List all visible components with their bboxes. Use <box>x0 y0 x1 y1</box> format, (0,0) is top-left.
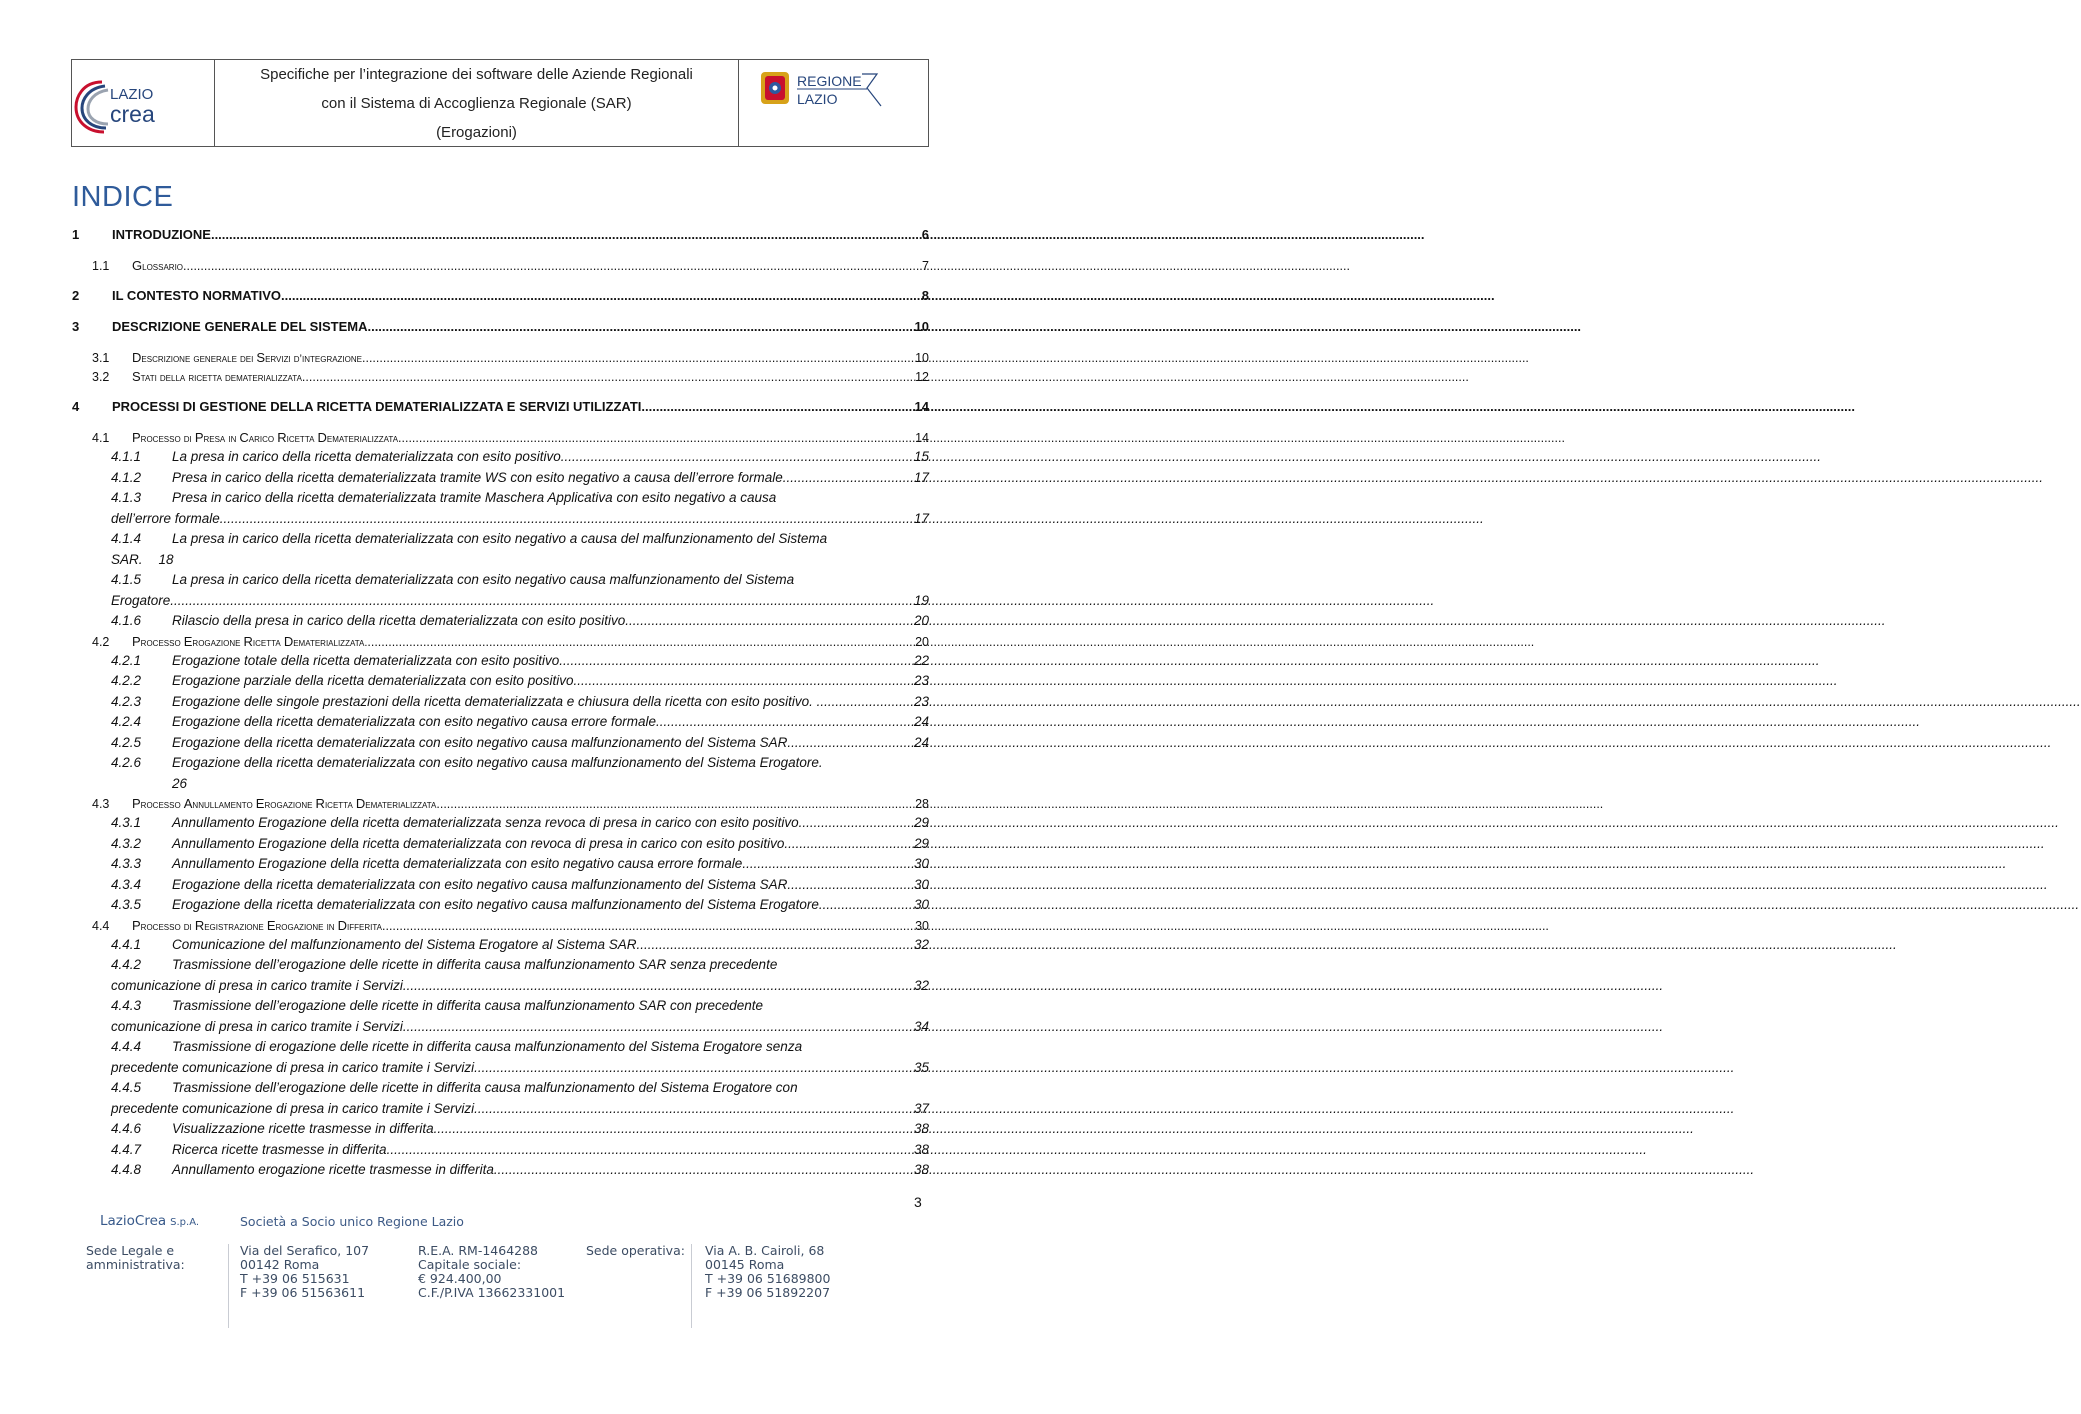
logo-regione-text: REGIONE <box>797 73 862 89</box>
toc-entry-number: 4.1 <box>92 431 110 445</box>
toc-entry-title: Processo di Registrazione Erogazione in Differita <box>132 917 382 933</box>
toc-entry-title: PROCESSI DI GESTIONE DELLA RICETTA DEMATERIALIZZATA E SERVIZI UTILIZZATI <box>112 399 642 414</box>
toc-entry-number: 4.4.5 <box>111 1080 142 1095</box>
toc-leader-dots <box>791 735 914 750</box>
toc-entry-4-2-3[interactable] <box>72 694 929 715</box>
toc-leader-dots <box>474 1060 914 1075</box>
toc-leader-dots <box>436 797 915 811</box>
footer-society: Società a Socio unico Regione Lazio <box>240 1214 464 1229</box>
toc-entry-number: 4.4 <box>92 918 110 933</box>
toc-entry-number: 4.3.5 <box>111 897 142 912</box>
toc-entry-title: IL CONTESTO NORMATIVO <box>112 288 282 303</box>
toc-entry-page: 22 <box>913 652 929 668</box>
toc-entry-page: 29 <box>913 815 929 830</box>
toc-entry-page: 6 <box>921 227 929 242</box>
toc-entry-2[interactable] <box>72 288 929 308</box>
toc-entry-4-1-3[interactable] <box>72 490 929 531</box>
toc-entry-4-1[interactable] <box>72 430 929 449</box>
toc-entry-title: Ricerca ricette trasmesse in differita <box>172 1141 387 1157</box>
footer-text: € 924.400,00 <box>418 1271 502 1286</box>
toc-entry-1[interactable] <box>72 227 929 247</box>
toc-entry-title-cont: precedente comunicazione di presa in carico tramite i Servizi <box>111 1059 475 1075</box>
toc-entry-4[interactable] <box>72 399 929 419</box>
regione-lazio-logo <box>757 66 907 112</box>
toc-leader-dots <box>302 370 915 384</box>
toc-entry-title: Trasmissione dell’erogazione delle ricette in differita causa malfunzionamento SAR con precedente <box>172 998 764 1013</box>
toc-entry-4-4-8[interactable] <box>72 1162 929 1183</box>
toc-entry-4-1-2[interactable] <box>72 470 929 491</box>
toc-leader-dots <box>183 259 922 273</box>
title-line-3: (Erogazioni) <box>436 123 517 141</box>
toc-entry-4-4-4[interactable] <box>72 1039 929 1080</box>
toc-entry-4-4-1[interactable] <box>72 937 929 958</box>
toc-entry-page: 24 <box>913 734 929 750</box>
footer-brand-suffix: S.p.A. <box>170 1217 200 1228</box>
toc-entry-4-4-3[interactable] <box>72 998 929 1039</box>
toc-entry-number: 4.3.1 <box>111 815 142 830</box>
toc-leader-dots <box>367 319 914 334</box>
toc-entry-page: 30 <box>915 918 929 933</box>
toc-entry-title: Presa in carico della ricetta dematerializzata tramite WS con esito negativo a causa dell’errore formale <box>172 469 783 485</box>
toc-entry-page: 14 <box>915 431 929 445</box>
toc-entry-page: 30 <box>913 897 929 912</box>
toc-leader-dots <box>434 1121 914 1136</box>
toc-entry-page: 32 <box>913 936 929 952</box>
toc-entry-title: Rilascio della presa in carico della ricetta dematerializzata con esito positivo <box>172 613 626 628</box>
toc-entry-title: Visualizzazione ricette trasmesse in differita <box>172 1121 434 1136</box>
title-line-2: con il Sistema di Accoglienza Regionale (SAR) <box>321 94 632 112</box>
logo-crea-text: crea <box>110 101 155 127</box>
toc-entry-number: 4.1.6 <box>111 613 142 628</box>
footer-text: F +39 06 51563611 <box>240 1285 366 1300</box>
toc-entry-title: Erogazione delle singole prestazioni della ricetta dematerializzata e chiusura della ricetta con esito positivo. . <box>172 693 821 709</box>
footer-text: 00145 Roma <box>705 1257 785 1272</box>
toc-entry-4-4[interactable] <box>72 918 929 937</box>
toc-entry-4-2-2[interactable] <box>72 673 929 694</box>
footer-text: amministrativa: <box>86 1257 185 1272</box>
toc-entry-number: 4.4.4 <box>111 1039 142 1054</box>
footer-brand-name: LazioCrea <box>100 1213 167 1229</box>
toc-entry-number: 4.2.1 <box>111 652 142 668</box>
footer-text: C.F./P.IVA 13662331001 <box>418 1285 566 1300</box>
toc-entry-title: Erogazione della ricetta dematerializzata con esito negativo causa malfunzionamento del Sistema Erogatore. <box>172 755 823 770</box>
toc-entry-4-2-4[interactable] <box>72 714 929 735</box>
toc-leader-dots <box>281 288 922 303</box>
toc-entry-3-1[interactable] <box>72 350 929 369</box>
toc-entry-number: 4.2.5 <box>111 734 142 750</box>
toc-entry-number: 1.1 <box>92 259 110 273</box>
footer-brand <box>100 1213 199 1229</box>
toc-entry-number: 4.2.4 <box>111 714 142 729</box>
toc-entry-number: 4.1.3 <box>111 490 142 505</box>
logo-lazio-text-r: LAZIO <box>797 91 838 107</box>
toc-entry-4-2-6[interactable] <box>72 755 929 796</box>
toc-entry-number: 4.1.4 <box>111 531 142 546</box>
toc-entry-number: 4.4.8 <box>111 1162 142 1177</box>
toc-entry-page: 10 <box>915 351 929 365</box>
toc-entry-4-2-1[interactable] <box>72 653 929 674</box>
toc-leader-dots <box>784 836 914 851</box>
toc-entry-4-4-7[interactable] <box>72 1142 929 1163</box>
toc-entry-page: 10 <box>914 319 929 334</box>
index-heading: INDICE <box>72 181 174 213</box>
toc-entry-title: Trasmissione dell’erogazione delle ricette in differita causa malfunzionamento del Sistema Erogatore con <box>172 1080 798 1095</box>
footer-divider <box>691 1244 692 1328</box>
toc-entry-page: 15 <box>913 449 929 464</box>
footer-text: T +39 06 51689800 <box>705 1271 831 1286</box>
regione-crest-icon <box>761 72 789 104</box>
toc-entry-title: La presa in carico della ricetta dematerializzata con esito negativo a causa del malfunzionamento del Sistema <box>172 531 828 546</box>
toc-entry-title: Processo di Presa in Carico Ricetta Dematerializzata <box>132 430 399 445</box>
toc-leader-dots <box>174 593 914 608</box>
toc-entry-number: 4.3 <box>92 797 110 811</box>
toc-entry-number: 2 <box>72 288 80 303</box>
toc-entry-page: 34 <box>913 1018 929 1034</box>
footer-legal-label <box>86 1244 185 1272</box>
toc-leader-dots <box>660 714 914 729</box>
document-title <box>215 60 739 146</box>
footer-company-info <box>418 1244 565 1300</box>
logo-lazio-text: LAZIO <box>110 86 154 103</box>
toc-entry-number: 4.4.6 <box>111 1121 142 1136</box>
toc-entry-4-3-1[interactable] <box>72 815 929 836</box>
toc-entry-page: 35 <box>913 1059 929 1075</box>
toc-entry-number: 4.1.5 <box>111 572 142 587</box>
toc-entry-page: 38 <box>913 1141 929 1157</box>
toc-leader-dots <box>398 431 915 445</box>
toc-entry-page: 38 <box>913 1121 929 1136</box>
toc-entry-number: 4.3.2 <box>111 835 142 851</box>
footer-operative-label <box>586 1244 685 1258</box>
toc-entry-title: Trasmissione dell’erogazione delle ricette in differita causa malfunzionamento SAR senza precedente <box>172 957 778 972</box>
toc-entry-title-cont: comunicazione di presa in carico tramite i Servizi <box>111 1018 403 1034</box>
toc-entry-title: Stati della ricetta dematerializzata <box>132 369 302 384</box>
toc-entry-1-1[interactable] <box>72 258 929 277</box>
toc-entry-4-4-6[interactable] <box>72 1121 929 1142</box>
toc-entry-page: 23 <box>913 673 929 688</box>
toc-entry-title: Processo Annullamento Erogazione Ricetta Dematerializzata <box>132 796 437 811</box>
footer-text: Via del Serafico, 107 <box>240 1243 370 1258</box>
toc-entry-title: Erogazione totale della ricetta dematerializzata con esito positivo <box>172 652 560 668</box>
toc-entry-page: 24 <box>913 714 929 729</box>
toc-leader-dots <box>636 937 913 952</box>
footer-operative-address <box>705 1244 830 1300</box>
toc-entry-title: La presa in carico della ricetta dematerializzata con esito positivo <box>172 449 561 464</box>
toc-entry-number: 1 <box>72 227 80 242</box>
toc-leader-dots <box>224 511 914 526</box>
toc-leader-dots <box>819 897 914 912</box>
table-of-contents <box>72 227 929 1183</box>
toc-entry-title: Erogazione della ricetta dematerializzata con esito negativo causa malfunzionamento del Sistema SAR. <box>172 734 792 750</box>
toc-leader-dots <box>387 1142 914 1157</box>
toc-entry-4-1-6[interactable] <box>72 613 929 634</box>
toc-entry-4-3-5[interactable] <box>72 897 929 918</box>
page-number: 3 <box>914 1194 922 1210</box>
toc-leader-dots <box>783 470 914 485</box>
toc-entry-number: 4.3.3 <box>111 856 142 871</box>
toc-entry-number: 4.1.1 <box>111 449 142 464</box>
toc-entry-title: Comunicazione del malfunzionamento del Sistema Erogatore al Sistema SAR <box>172 936 637 952</box>
toc-entry-title-cont: precedente comunicazione di presa in carico tramite i Servizi <box>111 1100 475 1116</box>
toc-leader-dots <box>820 694 914 709</box>
toc-entry-page: 32 <box>913 977 929 993</box>
toc-entry-4-3-3[interactable] <box>72 856 929 877</box>
toc-entry-number: 4.4.3 <box>111 998 142 1013</box>
toc-leader-dots <box>559 653 914 668</box>
toc-entry-title-cont: dell’errore formale. <box>111 510 224 526</box>
toc-entry-page: 8 <box>921 288 929 303</box>
footer-legal-address <box>240 1244 369 1300</box>
toc-entry-title: Annullamento Erogazione della ricetta dematerializzata con revoca di presa in carico con esito positivo <box>172 835 785 851</box>
toc-entry-4-2-5[interactable] <box>72 735 929 756</box>
toc-entry-title: Erogazione parziale della ricetta dematerializzata con esito positivo. <box>172 673 578 688</box>
title-line-1: Specifiche per l’integrazione dei software delle Aziende Regionali <box>260 65 693 83</box>
toc-leader-dots <box>474 1101 914 1116</box>
toc-entry-number: 4.2.2 <box>111 673 142 688</box>
toc-entry-number: 4.2 <box>92 634 110 649</box>
toc-entry-4-3-2[interactable] <box>72 836 929 857</box>
toc-leader-dots <box>641 399 914 414</box>
toc-entry-title: Glossario <box>132 258 184 273</box>
toc-leader-dots <box>382 919 915 933</box>
toc-entry-title: DESCRIZIONE GENERALE DEL SISTEMA <box>112 319 368 334</box>
toc-entry-page: 12 <box>915 370 929 384</box>
toc-entry-page: 37 <box>913 1100 929 1116</box>
toc-entry-number: 3.2 <box>92 370 110 384</box>
toc-entry-number: 4.4.1 <box>111 936 142 952</box>
toc-leader-dots <box>362 351 915 365</box>
toc-entry-page: 29 <box>913 835 929 851</box>
toc-entry-number: 4.2.3 <box>111 693 142 709</box>
toc-leader-dots <box>403 1019 914 1034</box>
toc-leader-dots <box>625 613 914 628</box>
toc-entry-page: 14 <box>914 399 929 414</box>
toc-leader-dots <box>746 856 914 871</box>
toc-entry-title: Erogazione della ricetta dematerializzata con esito negativo causa errore formale. <box>172 714 660 729</box>
toc-leader-dots <box>561 449 914 464</box>
toc-entry-4-1-1[interactable] <box>72 449 929 470</box>
toc-entry-number: 3.1 <box>92 351 110 365</box>
toc-entry-page: 19 <box>913 592 929 608</box>
toc-entry-number: 3 <box>72 319 80 334</box>
toc-entry-page: 38 <box>913 1162 929 1177</box>
toc-entry-number: 4.2.6 <box>111 755 142 770</box>
footer-text: Sede Legale e <box>86 1243 175 1258</box>
toc-entry-title: Annullamento Erogazione della ricetta dematerializzata con esito negativo causa errore formale. <box>172 856 747 871</box>
toc-entry-title: Erogazione della ricetta dematerializzata con esito negativo causa malfunzionamento del Sistema Erogatore <box>172 897 819 912</box>
toc-entry-4-2[interactable] <box>72 634 929 653</box>
regione-lazio-logo-cell <box>739 60 928 146</box>
toc-entry-page: 30 <box>913 856 929 871</box>
toc-entry-title-cont: comunicazione di presa in carico tramite i Servizi <box>111 977 403 993</box>
toc-entry-title: Annullamento Erogazione della ricetta dematerializzata senza revoca di presa in carico con esito positivo <box>172 815 799 830</box>
toc-entry-title: Descrizione generale dei Servizi d’integrazione <box>132 350 363 365</box>
laziocrea-logo-cell <box>72 60 215 146</box>
toc-entry-page: 7 <box>922 259 929 273</box>
toc-entry-title: Trasmissione di erogazione delle ricette in differita causa malfunzionamento del Sistema Erogatore senza <box>172 1039 803 1054</box>
page-header <box>71 59 929 147</box>
toc-entry-page: 17 <box>913 469 929 485</box>
toc-leader-dots <box>211 227 922 242</box>
toc-entry-page: 28 <box>915 797 929 811</box>
toc-entry-number: 4.3.4 <box>111 876 142 892</box>
toc-leader-dots <box>403 978 914 993</box>
toc-leader-dots <box>577 673 914 688</box>
toc-entry-number: 4.1.2 <box>111 469 142 485</box>
footer-text: F +39 06 51892207 <box>705 1285 831 1300</box>
toc-entry-number: 4.4.7 <box>111 1141 142 1157</box>
toc-entry-4-1-4[interactable] <box>72 531 929 572</box>
toc-entry-4-1-5[interactable] <box>72 572 929 613</box>
toc-entry-title: Erogazione della ricetta dematerializzata con esito negativo causa malfunzionamento del Sistema SAR <box>172 876 788 892</box>
toc-entry-title: Processo Erogazione Ricetta Dematerializzata. <box>132 633 368 649</box>
laziocrea-logo <box>72 70 215 140</box>
footer-text: Via A. B. Cairoli, 68 <box>705 1243 825 1258</box>
toc-entry-title-cont: Erogatore. <box>111 592 175 608</box>
toc-entry-page: 26 <box>172 775 188 791</box>
footer-text: T +39 06 515631 <box>240 1271 350 1286</box>
toc-leader-dots <box>494 1162 914 1177</box>
toc-entry-4-4-5[interactable] <box>72 1080 929 1121</box>
toc-entry-3-2[interactable] <box>72 369 929 388</box>
toc-leader-dots <box>799 815 914 830</box>
toc-entry-4-3-4[interactable] <box>72 877 929 898</box>
footer-text: Sede operativa: <box>586 1243 685 1258</box>
toc-entry-4-4-2[interactable] <box>72 957 929 998</box>
toc-entry-title: INTRODUZIONE <box>112 227 211 242</box>
footer-text: Capitale sociale: <box>418 1257 522 1272</box>
toc-entry-4-3[interactable] <box>72 796 929 815</box>
toc-entry-page: 18 <box>158 551 174 567</box>
toc-entry-page: 23 <box>913 693 929 709</box>
toc-entry-page: 30 <box>913 876 929 892</box>
footer-text: R.E.A. RM-1464288 <box>418 1243 539 1258</box>
toc-entry-title: Presa in carico della ricetta dematerializzata tramite Maschera Applicativa con esito negativo a causa <box>172 490 777 505</box>
toc-entry-title: Annullamento erogazione ricette trasmesse in differita <box>172 1162 494 1177</box>
footer-divider <box>228 1244 229 1328</box>
toc-entry-number: 4.4.2 <box>111 957 142 972</box>
toc-entry-page: 20 <box>915 634 929 649</box>
toc-entry-page: 20 <box>913 613 929 628</box>
toc-entry-page: 17 <box>913 510 929 526</box>
toc-entry-3[interactable] <box>72 319 929 339</box>
toc-leader-dots <box>787 877 914 892</box>
toc-entry-title: La presa in carico della ricetta dematerializzata con esito negativo causa malfunzionamento del Sistema <box>172 572 795 587</box>
toc-leader-dots <box>367 635 915 649</box>
footer-text: 00142 Roma <box>240 1257 320 1272</box>
toc-entry-title-cont: SAR. <box>111 551 143 567</box>
toc-entry-number: 4 <box>72 399 80 414</box>
